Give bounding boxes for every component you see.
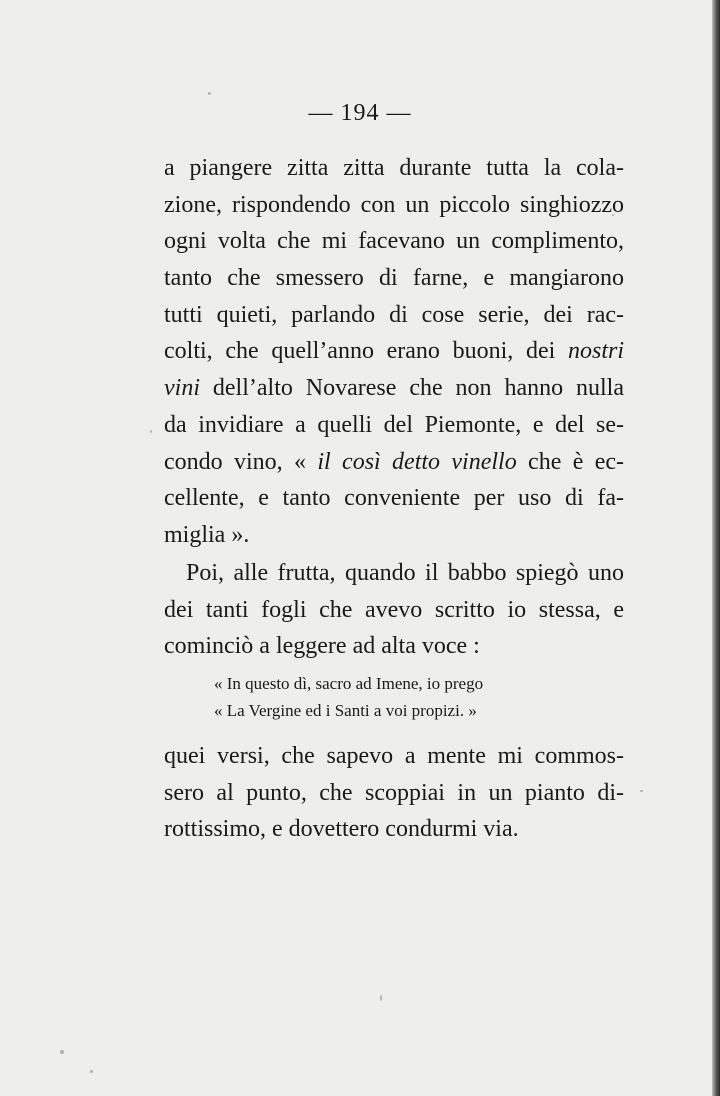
text-line: sero al punto, che scoppiai in un pianto di-: [164, 779, 624, 806]
page-number: — 194 —: [308, 100, 412, 126]
paragraph-1: [164, 150, 624, 554]
verse-line: « La Vergine ed i Santi a voi propizi. »: [214, 701, 477, 720]
italic-text: vini: [164, 375, 200, 402]
verse-quotation: [190, 670, 600, 724]
text-line: zione, rispondendo con un piccolo singhiozzo: [164, 191, 624, 218]
text-line: Poi, alle frutta, quando il babbo spiegò uno: [186, 560, 624, 586]
text-line: colti, che quell’anno erano buoni, dei nostri: [164, 338, 624, 365]
text-line: vini dell’alto Novarese che non hanno nulla: [164, 375, 624, 402]
text-line: miglia ».: [164, 521, 250, 548]
text-line: cellente, e tanto conveniente per uso di fa-: [164, 485, 624, 512]
text-line: da invidiare a quelli del Piemonte, e del se-: [164, 411, 624, 438]
text-line: cominciò a leggere ad alta voce :: [164, 633, 480, 660]
paragraph-2: [164, 555, 624, 665]
verse-line: « In questo dì, sacro ad Imene, io prego: [214, 674, 484, 693]
text-line: quei versi, che sapevo a mente mi commos-: [164, 743, 624, 769]
text-line: tanto che smessero di farne, e mangiarono: [164, 265, 624, 292]
text-line: dei tanti fogli che avevo scritto io stessa, e: [164, 596, 624, 623]
text-line: ogni volta che mi facevano un complimento,: [164, 228, 624, 255]
italic-text: il così detto vinello: [317, 448, 517, 475]
text-line: rottissimo, e dovettero condurmi via.: [164, 816, 519, 843]
text-line: tutti quieti, parlando di cose serie, dei rac-: [164, 301, 624, 328]
page-edge-shadow: [712, 0, 720, 1096]
paragraph-3: [164, 738, 624, 848]
text-line: condo vino, « il così detto vinello che è ec-: [164, 448, 624, 475]
italic-text: nostri: [567, 338, 624, 365]
text-line: a piangere zitta zitta durante tutta la cola-: [164, 155, 624, 181]
